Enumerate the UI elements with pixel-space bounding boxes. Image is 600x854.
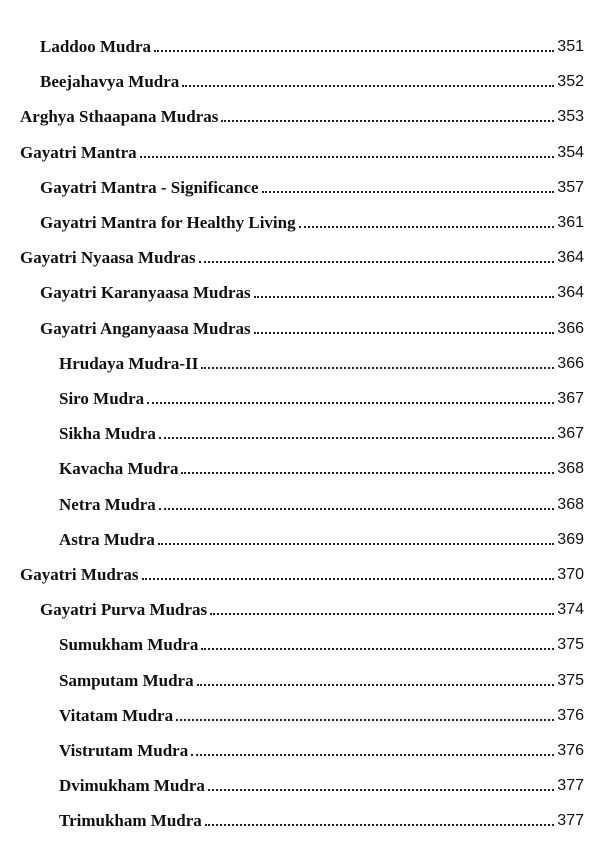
toc-entry [0, 736, 600, 762]
toc-entry [0, 419, 600, 445]
dot-leader [199, 261, 555, 263]
toc-entry [0, 525, 600, 551]
toc-entry-title: Sumukham Mudra [59, 635, 199, 655]
toc-entry-page-number: 351 [557, 38, 584, 55]
toc-entry-title: Hrudaya Mudra-II [59, 353, 199, 373]
toc-entry [0, 454, 600, 480]
toc-entry [0, 701, 600, 727]
toc-entry [0, 314, 600, 340]
toc-entry [0, 102, 600, 128]
dot-leader [254, 296, 555, 298]
dot-leader [208, 789, 554, 791]
toc-entry-title: Gayatri Mantra for Healthy Living [40, 213, 296, 232]
toc-entry [0, 595, 600, 621]
toc-entry-page-number: 368 [557, 460, 584, 478]
toc-entry-page-number: 369 [557, 530, 584, 548]
toc-entry [0, 138, 600, 164]
dot-leader [181, 472, 554, 474]
dot-leader [262, 191, 555, 193]
dot-leader [142, 578, 555, 580]
toc-entry-page-number: 366 [557, 354, 584, 372]
toc-entry-page-number: 377 [557, 812, 584, 830]
dot-leader [147, 402, 554, 404]
toc-entry-title: Kavacha Mudra [59, 459, 179, 479]
toc-entry [0, 630, 600, 656]
toc-entry-page-number: 367 [557, 390, 584, 407]
toc-entry-title: Dvimukham Mudra [59, 776, 205, 796]
toc-entry-page-number: 375 [557, 671, 584, 689]
toc-entry [0, 173, 600, 199]
toc-entry [0, 208, 600, 234]
toc-entry [0, 806, 600, 832]
toc-entry-page-number: 366 [557, 319, 584, 337]
dot-leader [221, 120, 554, 122]
dot-leader [299, 226, 555, 228]
toc-entry-page-number: 376 [557, 706, 584, 724]
dot-leader [210, 613, 554, 615]
dot-leader [159, 437, 554, 439]
toc-entry-page-number: 361 [557, 214, 584, 231]
dot-leader [205, 824, 555, 826]
toc-entry [0, 490, 600, 516]
toc-entry [0, 384, 600, 410]
toc-entry-page-number: 374 [557, 601, 584, 619]
toc-entry-title: Gayatri Anganyaasa Mudras [40, 318, 251, 338]
toc-entry-title: Vitatam Mudra [59, 705, 174, 725]
toc-entry-title: Gayatri Nyaasa Mudras [20, 248, 196, 268]
dot-leader [182, 85, 554, 87]
toc-entry-title: Siro Mudra [59, 389, 145, 408]
toc-entry-page-number: 375 [557, 636, 584, 654]
dot-leader [197, 684, 555, 686]
toc-entry-title: Trimukham Mudra [59, 811, 202, 831]
toc-entry-title: Beejahavya Mudra [40, 72, 180, 92]
toc-entry-title: Laddoo Mudra [40, 37, 151, 56]
toc-entry-title: Gayatri Karanyaasa Mudras [40, 283, 251, 303]
toc-entry [0, 771, 600, 797]
dot-leader [201, 648, 554, 650]
dot-leader [254, 332, 555, 334]
toc-entry [0, 666, 600, 692]
toc-entry [0, 67, 600, 93]
toc-entry [0, 278, 600, 304]
toc-entry-title: Netra Mudra [59, 494, 156, 514]
toc-entry-page-number: 364 [557, 284, 584, 302]
dot-leader [191, 754, 554, 756]
toc-entry-title: Gayatri Mantra [20, 142, 137, 162]
toc-entry [0, 560, 600, 586]
toc-entry [0, 32, 600, 58]
dot-leader [159, 508, 555, 510]
toc-entry-title: Samputam Mudra [59, 670, 194, 690]
dot-leader [201, 367, 554, 369]
dot-leader [176, 719, 554, 721]
toc-entry-page-number: 353 [557, 108, 584, 126]
toc-entry-page-number: 376 [557, 742, 584, 759]
toc-entry-title: Sikha Mudra [59, 424, 156, 444]
toc-entry-page-number: 352 [557, 73, 584, 91]
toc-entry-title: Gayatri Mantra - Significance [40, 177, 259, 197]
toc-entry-title: Gayatri Mudras [20, 565, 139, 584]
toc-entry-page-number: 364 [557, 249, 584, 267]
toc-entry-page-number: 367 [557, 425, 584, 443]
toc-entry-page-number: 354 [557, 143, 584, 161]
toc-entry-title: Astra Mudra [59, 529, 155, 549]
dot-leader [140, 156, 555, 158]
toc-entry-page-number: 377 [557, 777, 584, 795]
dot-leader [154, 50, 554, 52]
toc-entry-title: Gayatri Purva Mudras [40, 600, 208, 620]
toc-entry-page-number: 357 [557, 178, 584, 196]
toc-entry-page-number: 370 [557, 566, 584, 583]
toc-entry [0, 243, 600, 269]
toc-entry-title: Arghya Sthaapana Mudras [20, 107, 219, 127]
toc-entry-page-number: 368 [557, 495, 584, 513]
toc-entry [0, 349, 600, 375]
toc-entry-title: Vistrutam Mudra [59, 741, 189, 760]
dot-leader [158, 543, 554, 545]
